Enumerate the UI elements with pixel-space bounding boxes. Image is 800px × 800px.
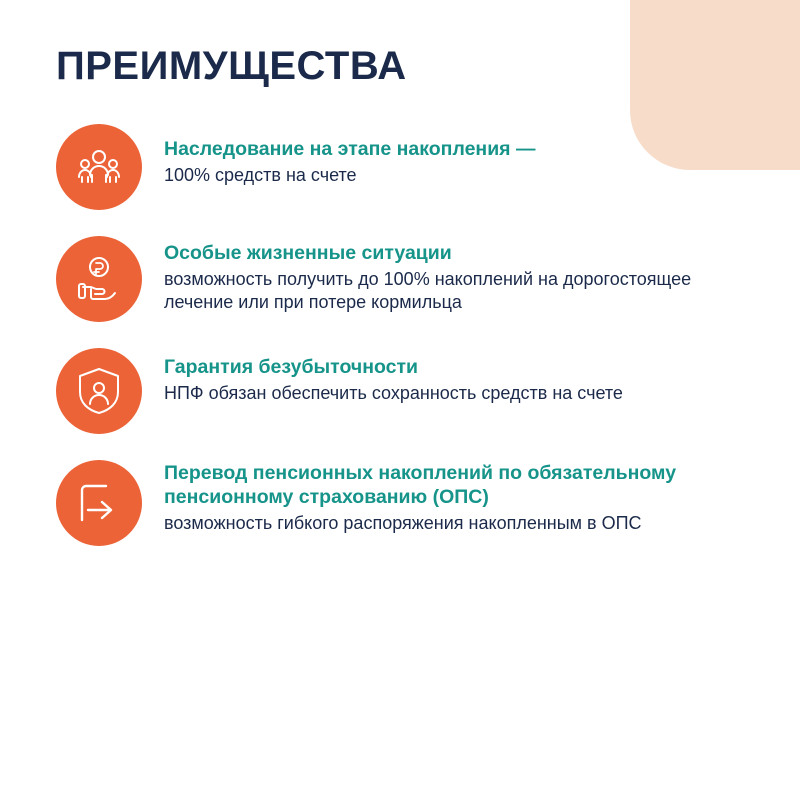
- hand-with-coin-ruble-icon: [56, 236, 142, 322]
- family-group-icon: [56, 124, 142, 210]
- page-title: ПРЕИМУЩЕСТВА: [56, 44, 407, 88]
- item-title: Перевод пенсионных накоплений по обязательному пенсионному страхованию (ОПС): [164, 462, 677, 508]
- item-title: Наследование на этапе накопления —: [164, 138, 536, 160]
- benefits-list: [56, 124, 752, 546]
- item-text: [164, 236, 704, 314]
- item-text: [164, 124, 535, 187]
- list-item: [56, 348, 752, 434]
- item-description: НПФ обязан обеспечить сохранность средств на счете: [164, 382, 623, 403]
- list-item: [56, 124, 752, 210]
- item-description: 100% средств на счете: [164, 164, 357, 185]
- item-title: Особые жизненные ситуации: [164, 242, 452, 264]
- arrow-transfer-icon: [56, 460, 142, 546]
- list-item: [56, 460, 752, 546]
- item-description: возможность получить до 100% накоплений на дорогостоящее лечение или при потере кормильца: [164, 268, 692, 312]
- item-text: [164, 348, 623, 405]
- item-text: [164, 460, 704, 535]
- item-title: Гарантия безубыточности: [164, 356, 419, 378]
- shield-person-icon: [56, 348, 142, 434]
- item-description: возможность гибкого распоряжения накопленным в ОПС: [164, 512, 642, 533]
- list-item: [56, 236, 752, 322]
